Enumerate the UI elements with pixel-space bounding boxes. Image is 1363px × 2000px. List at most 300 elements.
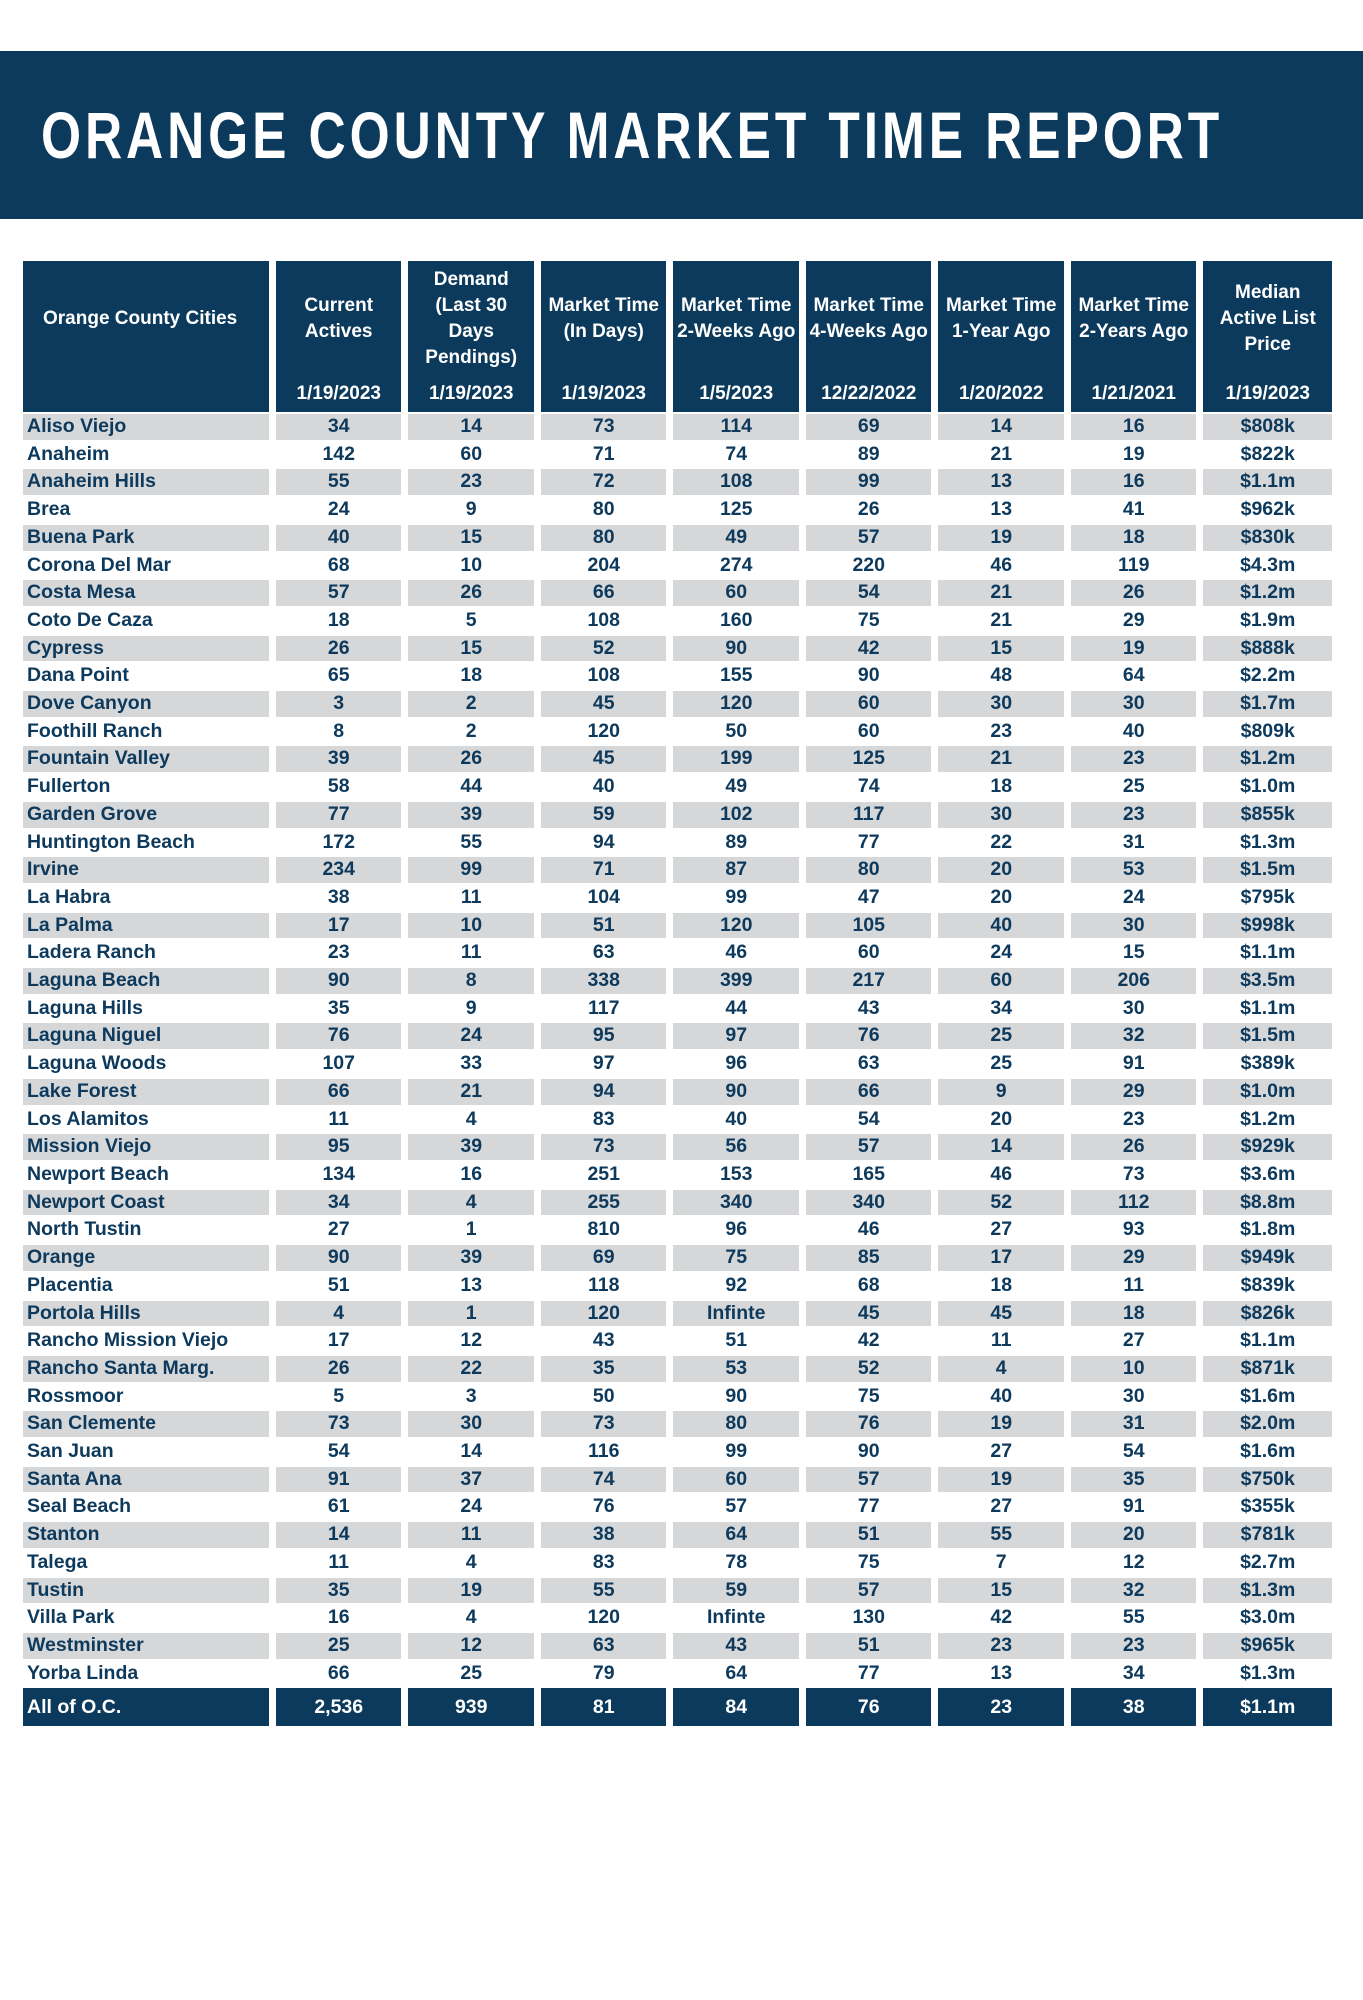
- demand-cell: 12: [460, 1329, 483, 1352]
- market-time-2-years-cell: 35: [1071, 1467, 1197, 1493]
- table-row: [23, 1217, 1332, 1243]
- table-row: [23, 1107, 1332, 1133]
- market-time-2-years-cell: 40: [1122, 719, 1145, 742]
- table-row: [23, 497, 1332, 523]
- market-time-4-weeks-cell: 80: [806, 857, 932, 883]
- current-actives-cell: 35: [276, 1578, 402, 1604]
- city-name-cell: Irvine: [23, 857, 269, 883]
- market-time-2-weeks-cell: Infinte: [673, 1301, 799, 1327]
- market-time-1-year-cell: 60: [938, 968, 1064, 994]
- market-time-2-years-cell: 91: [1122, 1495, 1145, 1518]
- table-row: [23, 1190, 1332, 1216]
- market-time-cell: 76: [592, 1495, 615, 1518]
- market-time-2-years-cell: 64: [1122, 664, 1145, 687]
- demand-cell: 24: [408, 1023, 534, 1049]
- market-time-4-weeks-cell: 47: [857, 885, 880, 908]
- table-row: [23, 1328, 1332, 1354]
- median-list-price-cell: $962k: [1240, 498, 1295, 521]
- median-list-price-cell: $965k: [1203, 1633, 1332, 1659]
- market-time-cell: 71: [541, 857, 667, 883]
- market-time-1-year-cell: 42: [990, 1606, 1013, 1629]
- median-list-price-cell: $3.5m: [1203, 968, 1332, 994]
- current-actives-cell: 73: [276, 1411, 402, 1437]
- table-row: [23, 1411, 1332, 1437]
- market-time-4-weeks-cell: 63: [857, 1052, 880, 1075]
- city-name-cell: Lake Forest: [23, 1079, 269, 1105]
- column-header: [541, 261, 667, 412]
- city-name-cell: North Tustin: [27, 1218, 142, 1241]
- column-header: [1203, 261, 1332, 412]
- demand-cell: 60: [460, 442, 483, 465]
- market-time-2-weeks-cell: 60: [673, 580, 799, 606]
- market-time-4-weeks-cell: 75: [857, 1550, 880, 1573]
- demand-cell: 2: [408, 691, 534, 717]
- city-name-cell: Rossmoor: [27, 1384, 124, 1407]
- table-row: [23, 719, 1332, 745]
- city-name-cell: Seal Beach: [27, 1495, 132, 1518]
- market-time-1-year-cell: 9: [938, 1079, 1064, 1105]
- current-actives-cell: 2,536: [276, 1688, 402, 1726]
- market-time-4-weeks-cell: 125: [806, 746, 932, 772]
- current-actives-cell: 142: [322, 442, 355, 465]
- market-time-cell: 83: [592, 1550, 615, 1573]
- market-time-2-weeks-cell: 89: [725, 830, 748, 853]
- market-time-2-weeks-cell: 53: [673, 1356, 799, 1382]
- market-time-4-weeks-cell: 220: [852, 553, 885, 576]
- table-row: [23, 1023, 1332, 1049]
- demand-cell: 4: [465, 1606, 477, 1629]
- market-time-4-weeks-cell: 42: [857, 1329, 880, 1352]
- market-time-4-weeks-cell: 130: [852, 1606, 885, 1629]
- current-actives-cell: 24: [327, 498, 350, 521]
- city-name-cell: Westminster: [23, 1633, 269, 1659]
- city-name-cell: Garden Grove: [23, 802, 269, 828]
- demand-cell: 39: [408, 802, 534, 828]
- market-time-cell: 95: [541, 1023, 667, 1049]
- market-time-4-weeks-cell: 66: [806, 1079, 932, 1105]
- market-time-1-year-cell: 25: [938, 1023, 1064, 1049]
- market-time-2-years-cell: 93: [1122, 1218, 1145, 1241]
- demand-cell: 14: [408, 414, 534, 440]
- city-name-cell: Talega: [27, 1550, 88, 1573]
- market-time-2-years-cell: 30: [1071, 913, 1197, 939]
- market-time-cell: 45: [541, 691, 667, 717]
- column-header: [806, 261, 932, 412]
- city-name-cell: La Habra: [27, 885, 111, 908]
- market-time-2-years-cell: 31: [1122, 830, 1145, 853]
- demand-cell: 10: [460, 553, 483, 576]
- market-time-2-weeks-cell: 153: [719, 1162, 753, 1185]
- market-time-2-years-cell: 29: [1071, 1245, 1197, 1271]
- table-row: [23, 830, 1332, 856]
- market-time-2-weeks-cell: 99: [725, 885, 748, 908]
- market-time-2-weeks-cell: 75: [673, 1245, 799, 1271]
- median-list-price-cell: $781k: [1203, 1522, 1332, 1548]
- market-time-4-weeks-cell: 90: [857, 1440, 880, 1463]
- table-row: [23, 885, 1332, 911]
- market-time-cell: 38: [541, 1522, 667, 1548]
- current-actives-cell: 172: [322, 830, 355, 853]
- market-time-2-years-cell: 91: [1122, 1052, 1145, 1075]
- table-row: [23, 608, 1332, 634]
- current-actives-cell: 91: [276, 1467, 402, 1493]
- column-header-date: 1/21/2021: [1091, 383, 1176, 404]
- median-list-price-cell: $998k: [1203, 913, 1332, 939]
- market-time-2-weeks-cell: 92: [725, 1273, 748, 1296]
- market-time-4-weeks-cell: 77: [857, 1661, 880, 1684]
- current-actives-cell: 40: [276, 525, 402, 551]
- column-header-label: Current Actives: [304, 294, 374, 342]
- market-time-2-years-cell: 11: [1123, 1273, 1145, 1296]
- market-time-4-weeks-cell: 43: [857, 996, 880, 1019]
- market-time-cell: 117: [587, 996, 620, 1019]
- market-time-2-weeks-cell: 84: [673, 1688, 799, 1726]
- table-row: [23, 1439, 1332, 1465]
- market-time-2-weeks-cell: 56: [673, 1134, 799, 1160]
- column-header-label: Market Time 4-Weeks Ago: [809, 294, 928, 342]
- current-actives-cell: 5: [333, 1384, 345, 1407]
- market-time-4-weeks-cell: 76: [806, 1688, 932, 1726]
- median-list-price-cell: $2.2m: [1240, 664, 1296, 687]
- table-header-row: [23, 261, 1332, 412]
- table-row: [23, 1356, 1332, 1382]
- city-name-cell: Buena Park: [23, 525, 269, 551]
- market-time-2-weeks-cell: 120: [673, 691, 799, 717]
- current-actives-cell: 38: [327, 885, 350, 908]
- market-time-cell: 43: [592, 1329, 615, 1352]
- market-time-2-years-cell: 54: [1122, 1440, 1145, 1463]
- median-list-price-cell: $8.8m: [1203, 1190, 1332, 1216]
- current-actives-cell: 57: [276, 580, 402, 606]
- market-time-1-year-cell: 15: [938, 636, 1064, 662]
- market-time-2-years-cell: 23: [1071, 802, 1197, 828]
- market-time-2-weeks-cell: Infinte: [706, 1606, 766, 1629]
- table-row: [23, 996, 1332, 1022]
- column-header-date: 1/19/2023: [428, 383, 514, 404]
- demand-cell: 10: [408, 913, 534, 939]
- market-time-4-weeks-cell: 69: [806, 414, 932, 440]
- table-row: [23, 691, 1332, 717]
- column-header-label: Market Time 1-Year Ago: [945, 294, 1057, 342]
- median-list-price-cell: $2.7m: [1240, 1550, 1296, 1573]
- city-name-cell: Dove Canyon: [23, 691, 269, 717]
- market-time-2-years-cell: 30: [1071, 691, 1197, 717]
- demand-cell: 24: [460, 1495, 483, 1518]
- market-time-1-year-cell: 23: [938, 1633, 1064, 1659]
- market-time-1-year-cell: 34: [990, 996, 1013, 1019]
- median-list-price-cell: $1.9m: [1240, 608, 1296, 631]
- city-name-cell: Santa Ana: [23, 1467, 269, 1493]
- market-time-4-weeks-cell: 75: [857, 608, 880, 631]
- market-time-cell: 51: [541, 913, 667, 939]
- median-list-price-cell: $929k: [1203, 1134, 1332, 1160]
- market-time-cell: 108: [587, 608, 620, 631]
- median-list-price-cell: $1.7m: [1203, 691, 1332, 717]
- median-list-price-cell: $4.3m: [1240, 553, 1296, 576]
- market-time-1-year-cell: 30: [938, 802, 1064, 828]
- total-row: [23, 1688, 1332, 1726]
- market-time-4-weeks-cell: 99: [806, 469, 932, 495]
- city-name-cell: Anaheim Hills: [23, 469, 269, 495]
- market-time-2-weeks-cell: 99: [725, 1440, 748, 1463]
- current-actives-cell: 107: [322, 1052, 355, 1075]
- market-time-2-years-cell: 206: [1071, 968, 1197, 994]
- market-time-2-weeks-cell: 160: [719, 608, 753, 631]
- demand-cell: 1: [465, 1218, 477, 1241]
- market-time-cell: 338: [541, 968, 667, 994]
- market-time-2-weeks-cell: 78: [725, 1550, 748, 1573]
- market-time-2-years-cell: 53: [1071, 857, 1197, 883]
- market-time-2-years-cell: 41: [1122, 498, 1145, 521]
- market-time-1-year-cell: 19: [938, 525, 1064, 551]
- market-time-2-weeks-cell: 90: [673, 636, 799, 662]
- current-actives-cell: 65: [327, 664, 350, 687]
- table-row: [23, 1134, 1332, 1160]
- demand-cell: 939: [408, 1688, 534, 1726]
- city-name-cell: Cypress: [23, 636, 269, 662]
- market-time-1-year-cell: 27: [990, 1440, 1013, 1463]
- market-time-1-year-cell: 21: [938, 746, 1064, 772]
- market-time-cell: 74: [541, 1467, 667, 1493]
- demand-cell: 16: [460, 1162, 483, 1185]
- median-list-price-cell: $1.8m: [1240, 1218, 1296, 1241]
- market-time-cell: 45: [541, 746, 667, 772]
- table-row: [23, 746, 1332, 772]
- table-row: [23, 1384, 1332, 1410]
- market-time-1-year-cell: 14: [938, 1134, 1064, 1160]
- market-time-cell: 72: [541, 469, 667, 495]
- market-time-1-year-cell: 24: [990, 941, 1013, 964]
- market-time-2-weeks-cell: 96: [725, 1218, 748, 1241]
- market-time-1-year-cell: 30: [938, 691, 1064, 717]
- demand-cell: 14: [460, 1440, 483, 1463]
- market-time-1-year-cell: 20: [990, 885, 1013, 908]
- demand-cell: 15: [408, 636, 534, 662]
- median-list-price-cell: $355k: [1240, 1495, 1295, 1518]
- market-time-cell: 81: [541, 1688, 667, 1726]
- market-time-1-year-cell: 20: [990, 1107, 1013, 1130]
- market-time-2-weeks-cell: 114: [673, 414, 799, 440]
- demand-cell: 13: [460, 1273, 483, 1296]
- market-time-cell: 120: [587, 1606, 620, 1629]
- market-time-4-weeks-cell: 165: [852, 1162, 885, 1185]
- city-name-cell: Aliso Viejo: [23, 414, 269, 440]
- market-time-cell: 94: [541, 1079, 667, 1105]
- city-name-cell: Stanton: [23, 1522, 269, 1548]
- table-row: [23, 802, 1332, 828]
- market-time-2-years-cell: 19: [1122, 442, 1145, 465]
- market-time-2-years-cell: 24: [1122, 885, 1145, 908]
- market-time-4-weeks-cell: 57: [806, 1578, 932, 1604]
- market-time-4-weeks-cell: 77: [857, 1495, 880, 1518]
- market-time-2-weeks-cell: 43: [673, 1633, 799, 1659]
- market-time-2-years-cell: 26: [1071, 1134, 1197, 1160]
- market-time-2-years-cell: 23: [1071, 746, 1197, 772]
- market-time-cell: 52: [541, 636, 667, 662]
- table-row: [23, 1245, 1332, 1271]
- median-list-price-cell: $809k: [1240, 719, 1295, 742]
- current-actives-cell: 76: [276, 1023, 402, 1049]
- market-time-1-year-cell: 23: [990, 719, 1013, 742]
- demand-cell: 3: [465, 1384, 477, 1407]
- table-row: [23, 414, 1332, 440]
- market-time-4-weeks-cell: 57: [806, 525, 932, 551]
- market-time-cell: 251: [587, 1162, 620, 1185]
- median-list-price-cell: $871k: [1203, 1356, 1332, 1382]
- market-time-4-weeks-cell: 77: [857, 830, 880, 853]
- market-time-2-years-cell: 12: [1122, 1550, 1145, 1573]
- market-time-1-year-cell: 18: [990, 1273, 1013, 1296]
- median-list-price-cell: $1.1m: [1203, 1688, 1332, 1726]
- demand-cell: 26: [408, 580, 534, 606]
- market-time-4-weeks-cell: 42: [806, 636, 932, 662]
- current-actives-cell: 95: [276, 1134, 402, 1160]
- column-header: [276, 261, 402, 412]
- demand-cell: 23: [408, 469, 534, 495]
- city-name-cell: Villa Park: [27, 1606, 115, 1629]
- demand-cell: 44: [460, 775, 483, 798]
- city-name-cell: Laguna Woods: [27, 1052, 167, 1075]
- median-list-price-cell: $1.6m: [1240, 1440, 1296, 1463]
- market-time-cell: 118: [587, 1273, 620, 1296]
- demand-cell: 19: [408, 1578, 534, 1604]
- market-time-cell: 83: [592, 1107, 615, 1130]
- current-actives-cell: 8: [333, 719, 345, 742]
- median-list-price-cell: $1.3m: [1240, 1661, 1296, 1684]
- median-list-price-cell: $3.0m: [1240, 1606, 1296, 1629]
- market-time-1-year-cell: 22: [990, 830, 1013, 853]
- market-time-2-weeks-cell: 90: [673, 1079, 799, 1105]
- median-list-price-cell: $808k: [1203, 414, 1332, 440]
- market-time-4-weeks-cell: 54: [857, 1107, 880, 1130]
- market-time-4-weeks-cell: 117: [806, 802, 932, 828]
- market-time-1-year-cell: 19: [938, 1467, 1064, 1493]
- market-time-1-year-cell: 21: [938, 580, 1064, 606]
- market-time-2-years-cell: 38: [1071, 1688, 1197, 1726]
- current-actives-cell: 90: [276, 1245, 402, 1271]
- table-row: [23, 1661, 1332, 1687]
- market-time-2-weeks-cell: 51: [725, 1329, 748, 1352]
- current-actives-cell: 3: [276, 691, 402, 717]
- city-name-cell: Orange: [23, 1245, 269, 1271]
- demand-cell: 11: [460, 885, 482, 908]
- market-time-4-weeks-cell: 26: [857, 498, 880, 521]
- market-time-2-years-cell: 29: [1071, 1079, 1197, 1105]
- column-header: [23, 261, 269, 412]
- market-time-4-weeks-cell: 57: [806, 1467, 932, 1493]
- market-time-1-year-cell: 48: [990, 664, 1013, 687]
- market-time-cell: 108: [587, 664, 620, 687]
- table-row: [23, 774, 1332, 800]
- demand-cell: 22: [408, 1356, 534, 1382]
- current-actives-cell: 17: [276, 913, 402, 939]
- market-time-2-years-cell: 25: [1122, 775, 1145, 798]
- market-time-2-weeks-cell: 46: [725, 941, 748, 964]
- column-header-date: 1/19/2023: [296, 383, 381, 404]
- market-time-2-years-cell: 32: [1071, 1023, 1197, 1049]
- market-time-4-weeks-cell: 89: [857, 442, 880, 465]
- column-header-date: 1/19/2023: [1225, 383, 1310, 404]
- table-row: [23, 1605, 1332, 1631]
- demand-cell: 9: [465, 996, 477, 1019]
- current-actives-cell: 54: [327, 1440, 350, 1463]
- market-time-cell: 71: [592, 442, 615, 465]
- demand-cell: 39: [408, 1245, 534, 1271]
- market-time-cell: 116: [587, 1440, 620, 1463]
- market-time-2-years-cell: 30: [1122, 1384, 1145, 1407]
- market-time-1-year-cell: 46: [990, 553, 1013, 576]
- market-time-1-year-cell: 55: [938, 1522, 1064, 1548]
- median-list-price-cell: $1.1m: [1240, 996, 1296, 1019]
- market-time-cell: 80: [541, 525, 667, 551]
- market-time-1-year-cell: 27: [990, 1495, 1013, 1518]
- market-time-1-year-cell: 40: [938, 913, 1064, 939]
- median-list-price-cell: $1.2m: [1240, 1107, 1296, 1130]
- market-time-1-year-cell: 11: [990, 1329, 1012, 1352]
- market-time-2-years-cell: 10: [1071, 1356, 1197, 1382]
- demand-cell: 18: [460, 664, 483, 687]
- demand-cell: 5: [465, 608, 477, 631]
- table-row: [23, 1550, 1332, 1576]
- current-actives-cell: 17: [327, 1329, 350, 1352]
- current-actives-cell: 26: [276, 636, 402, 662]
- market-time-1-year-cell: 17: [938, 1245, 1064, 1271]
- demand-cell: 9: [465, 498, 477, 521]
- market-time-cell: 73: [541, 1411, 667, 1437]
- city-name-cell: Corona Del Mar: [27, 553, 172, 576]
- market-time-4-weeks-cell: 60: [857, 719, 880, 742]
- market-time-cell: 63: [592, 941, 615, 964]
- market-time-2-weeks-cell: 49: [725, 775, 748, 798]
- market-time-2-weeks-cell: 40: [725, 1107, 748, 1130]
- median-list-price-cell: $1.5m: [1203, 857, 1332, 883]
- city-name-cell: Portola Hills: [23, 1301, 269, 1327]
- market-time-cell: 55: [541, 1578, 667, 1604]
- market-time-4-weeks-cell: 60: [857, 941, 880, 964]
- market-time-4-weeks-cell: 51: [806, 1633, 932, 1659]
- column-header-label: Median Active List Price: [1219, 281, 1316, 355]
- city-name-cell: All of O.C.: [23, 1688, 269, 1726]
- market-time-2-weeks-cell: 125: [719, 498, 753, 521]
- market-time-1-year-cell: 14: [938, 414, 1064, 440]
- median-list-price-cell: $1.0m: [1240, 775, 1296, 798]
- median-list-price-cell: $826k: [1203, 1301, 1332, 1327]
- market-time-2-weeks-cell: 64: [725, 1661, 748, 1684]
- demand-cell: 26: [408, 746, 534, 772]
- market-time-1-year-cell: 21: [990, 442, 1013, 465]
- market-time-4-weeks-cell: 340: [806, 1190, 932, 1216]
- city-name-cell: Huntington Beach: [27, 830, 195, 853]
- market-time-4-weeks-cell: 51: [806, 1522, 932, 1548]
- median-list-price-cell: $750k: [1203, 1467, 1332, 1493]
- city-name-cell: Yorba Linda: [27, 1661, 139, 1684]
- market-time-1-year-cell: 20: [938, 857, 1064, 883]
- market-time-2-years-cell: 27: [1122, 1329, 1145, 1352]
- market-time-4-weeks-cell: 85: [806, 1245, 932, 1271]
- market-time-cell: 120: [541, 1301, 667, 1327]
- market-time-1-year-cell: 4: [938, 1356, 1064, 1382]
- table-row: [23, 1273, 1332, 1299]
- market-time-2-years-cell: 23: [1071, 1633, 1197, 1659]
- median-list-price-cell: $839k: [1240, 1273, 1295, 1296]
- market-time-cell: 120: [587, 719, 620, 742]
- current-actives-cell: 18: [327, 608, 350, 631]
- column-header-date: 1/20/2022: [958, 383, 1044, 404]
- city-name-cell: La Palma: [23, 913, 269, 939]
- median-list-price-cell: $1.0m: [1203, 1079, 1332, 1105]
- market-time-4-weeks-cell: 46: [857, 1218, 880, 1241]
- city-name-cell: Placentia: [27, 1273, 113, 1296]
